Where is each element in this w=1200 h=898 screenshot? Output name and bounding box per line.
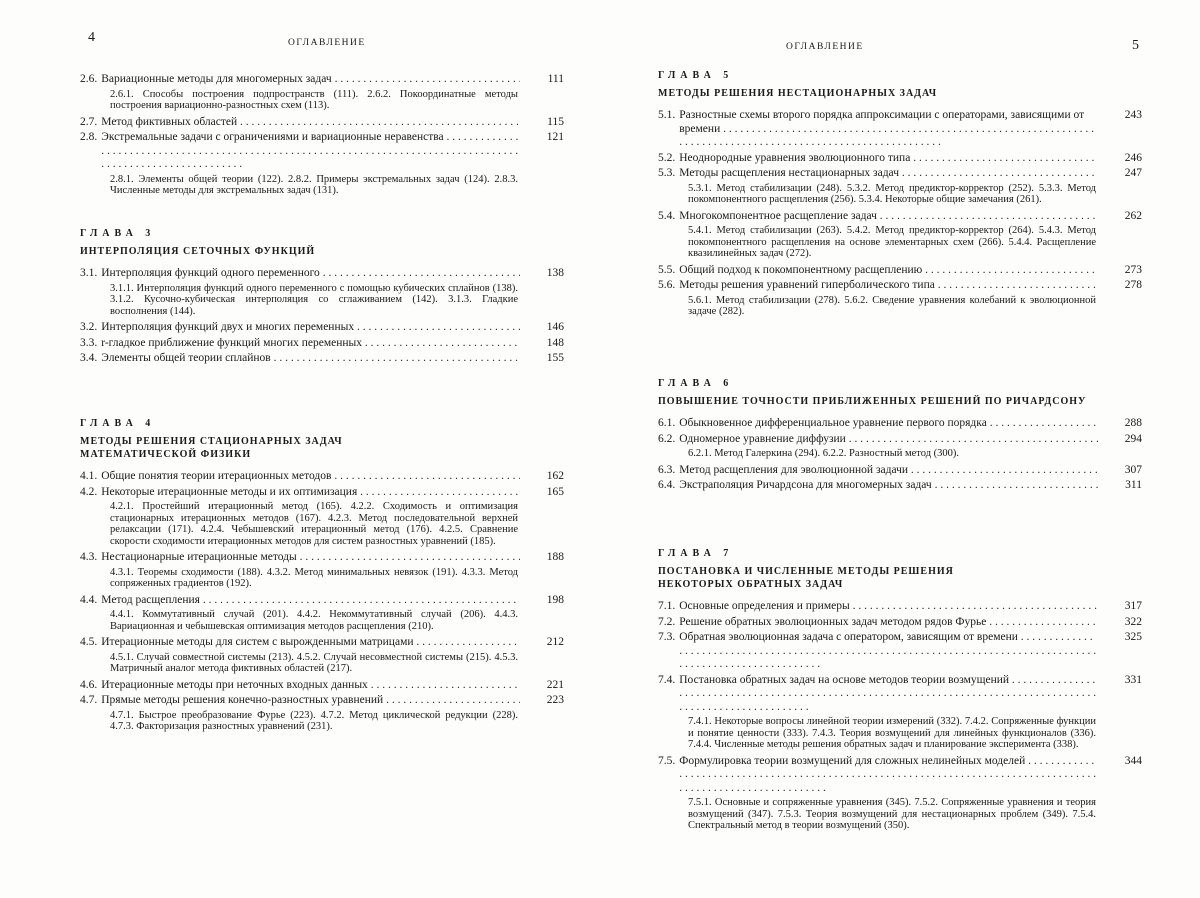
chapter-6 [658, 378, 1142, 495]
page-ref: 223 [546, 694, 564, 706]
toc-entry [80, 694, 564, 708]
section-number: 7.2. [658, 615, 676, 628]
section-title: Итерационные методы при неточных входных данных . . . [101, 679, 520, 693]
section-number: 3.2. [80, 321, 98, 333]
section-title: Экстраполяция Ричардсона для многомерных задач . . . [679, 479, 1098, 493]
toc-entry [80, 486, 564, 500]
chapter-entries [80, 73, 564, 197]
subsection-list: 7.5.1. Основные и сопряженные уравнения (345). 7.5.2. Сопряженные уравнения и теория возмущений (347). 7.5.3. Теория возмущений для нестационарных проблем (349). 7.5.4. Спектральный метод в теории возмущений (350). [688, 797, 1096, 831]
page-ref: 278 [1124, 279, 1142, 291]
section-title: Общий подход к покомпонентному расщеплению . . . [679, 264, 1098, 278]
section-title: Основные определения и примеры . . . [679, 600, 1098, 614]
chapter-7 [658, 548, 1142, 836]
section-number: 3.4. [80, 352, 98, 364]
page-ref: 311 [1125, 479, 1142, 491]
page-ref: 115 [547, 115, 564, 128]
section-title: Вариационные методы для многомерных задач . . . [101, 73, 520, 87]
chapter-entries [80, 267, 564, 366]
chapter-title: МЕТОДЫ РЕШЕНИЯ СТАЦИОНАРНЫХ ЗАДАЧ МАТЕМАТИЧЕСКОЙ ФИЗИКИ [80, 436, 343, 460]
section-number: 7.5. [658, 754, 676, 767]
section-title: Одномерное уравнение диффузии . . . [679, 433, 1098, 447]
page-ref: 317 [1124, 600, 1142, 612]
toc-entry [658, 167, 1142, 181]
page-ref: 148 [546, 336, 564, 349]
section-number: 7.1. [658, 600, 676, 612]
section-title: Неоднородные уравнения эволюционного типа . . . [679, 152, 1098, 166]
toc-entry [658, 279, 1142, 293]
section-number: 7.4. [658, 673, 676, 686]
section-title: Формулировка теории возмущений для сложных нелинейных моделей . . . [679, 755, 1098, 796]
page-ref: 165 [546, 485, 564, 498]
toc-entry [658, 616, 1142, 630]
page-ref: 273 [1124, 263, 1142, 276]
section-title: Общие понятия теории итерационных методов . . . [101, 470, 520, 484]
chapter-label: ГЛАВА 7 [658, 548, 734, 559]
toc-entry [658, 152, 1142, 166]
section-title: Методы расщепления нестационарных задач . . . [679, 167, 1098, 181]
section-title: Итерационные методы для систем с вырожденными матрицами . . . [101, 636, 520, 650]
subsection-list: 5.4.1. Метод стабилизации (263). 5.4.2. Метод предиктор-корректор (264). 5.4.3. Метод покомпонентного расщепления на основе элементарных схем (266). 5.4.4. Расщепление квазилинейных задач (272). [688, 225, 1096, 259]
toc-entry [658, 631, 1142, 672]
section-title: Обратная эволюционная задача с оператором, зависящим от времени . . . [679, 631, 1098, 672]
page-ref: 288 [1124, 417, 1142, 429]
toc-entry [80, 352, 564, 366]
subsection-list: 2.6.1. Способы построения подпространств (111). 2.6.2. Покоординатные методы построения вариационно-разностных схем (113). [110, 88, 518, 111]
section-title: Разностные схемы второго порядка аппроксимации с операторами, зависящими от времени . . . [679, 109, 1098, 150]
section-title: Метод расщепления . . . [101, 594, 520, 608]
section-number: 2.8. [80, 131, 98, 143]
section-number: 4.1. [80, 470, 98, 482]
toc-entry [80, 116, 564, 130]
toc-entry [658, 264, 1142, 278]
page-ref: 111 [547, 73, 564, 85]
page-ref: 246 [1124, 151, 1142, 164]
toc-entry [658, 464, 1142, 478]
chapter-3 [80, 228, 564, 368]
toc-entry [658, 210, 1142, 224]
section-title: Метод расщепления для эволюционной задачи . . . [679, 464, 1098, 478]
section-number: 5.4. [658, 209, 676, 222]
running-head: ОГЛАВЛЕНИЕ [288, 38, 366, 48]
subsection-list: 4.4.1. Коммутативный случай (201). 4.4.2. Некоммутативный случай (206). 4.4.3. Вариационная и чебышевская оптимизация методов расщепления (210). [110, 609, 518, 632]
subsection-list: 3.1.1. Интерполяция функций одного переменного с помощью кубических сплайнов (138). 3.1.2. Кусочно-кубическая интерполяция со сглаживанием (142). 3.1.3. Гладкие восполнения (144). [110, 282, 518, 317]
chapter-entries [658, 417, 1142, 493]
section-number: 6.2. [658, 432, 676, 445]
page-ref: 307 [1124, 463, 1142, 476]
subsection-list: 6.2.1. Метод Галеркина (294). 6.2.2. Разностный метод (300). [688, 448, 960, 459]
page-ref: 146 [546, 321, 564, 333]
chapter-2-continued [80, 64, 564, 201]
page-ref: 121 [546, 131, 564, 143]
toc-entry [80, 267, 564, 281]
subsection-list: 5.3.1. Метод стабилизации (248). 5.3.2. Метод предиктор-корректор (252). 5.3.3. Метод покомпонентного расщепления (256). 5.3.4. Некоторые общие замечания (261). [688, 182, 1096, 205]
chapter-label: ГЛАВА 6 [658, 378, 734, 389]
chapter-4 [80, 418, 564, 737]
chapter-label: ГЛАВА 4 [80, 418, 156, 429]
subsection-list: 4.3.1. Теоремы сходимости (188). 4.3.2. Метод минимальных невязок (191). 4.3.3. Метод сопряженных градиентов (192). [110, 566, 518, 589]
section-number: 3.1. [80, 267, 98, 279]
section-title: Многокомпонентное расщепление задач . . . [679, 210, 1098, 224]
toc-entry [658, 600, 1142, 614]
page-ref: 247 [1124, 167, 1142, 179]
subsection-list: 4.5.1. Случай совместной системы (213). 4.5.2. Случай несовместной системы (215). 4.5.3. Матричный аналог метода фиктивных областей (217). [110, 651, 518, 674]
section-number: 5.6. [658, 279, 676, 291]
section-number: 5.3. [658, 167, 676, 179]
page-number: 5 [1132, 38, 1139, 53]
section-title: Методы решения уравнений гиперболического типа . . . [679, 279, 1098, 293]
section-title: Решение обратных эволюционных задач методом рядов Фурье . . . [679, 616, 1098, 630]
section-number: 4.5. [80, 636, 98, 648]
section-number: 6.1. [658, 417, 676, 429]
section-number: 6.3. [658, 463, 676, 476]
toc-entry [658, 755, 1142, 796]
chapter-title: ИНТЕРПОЛЯЦИЯ СЕТОЧНЫХ ФУНКЦИЙ [80, 246, 316, 257]
running-head: ОГЛАВЛЕНИЕ [786, 42, 864, 52]
section-title: Интерполяция функций одного переменного . . . [101, 267, 520, 281]
toc-entry [80, 636, 564, 650]
page-ref: 331 [1124, 673, 1142, 686]
section-title: Постановка обратных задач на основе методов теории возмущений . . . [679, 674, 1098, 715]
subsection-list: 5.6.1. Метод стабилизации (278). 5.6.2. Сведение уравнения колебаний к эволюционной задаче (282). [688, 294, 1096, 317]
section-number: 5.1. [658, 109, 676, 121]
chapter-label: ГЛАВА 5 [658, 70, 734, 81]
section-title: Некоторые итерационные методы и их оптимизация . . . [101, 486, 520, 500]
chapter-label: ГЛАВА 3 [80, 228, 156, 239]
toc-entry [658, 109, 1142, 150]
page-number: 4 [88, 30, 95, 45]
toc-entry [80, 551, 564, 565]
section-title: Нестационарные итерационные методы . . . [101, 551, 520, 565]
section-number: 4.3. [80, 551, 98, 563]
section-title: Интерполяция функций двух и многих переменных . . . [101, 321, 520, 335]
subsection-list: 7.4.1. Некоторые вопросы линейной теории измерений (332). 7.4.2. Сопряженные функции и понятие ценности (333). 7.4.3. Теория возмущений для линейных функционалов (336). 7.4.4. Численные методы решения обратных задач и планирование эксперимента (338). [688, 716, 1096, 750]
page-ref: 162 [546, 470, 564, 482]
page-ref: 262 [1124, 209, 1142, 222]
page-ref: 243 [1124, 109, 1142, 121]
chapter-title: ПОВЫШЕНИЕ ТОЧНОСТИ ПРИБЛИЖЕННЫХ РЕШЕНИЙ ПО РИЧАРДСОНУ [658, 396, 1087, 407]
page-ref: 188 [546, 551, 564, 563]
section-number: 4.6. [80, 678, 98, 691]
section-title: Экстремальные задачи с ограничениями и вариационные неравенства . . . [101, 131, 520, 172]
section-number: 2.6. [80, 73, 98, 85]
section-number: 2.7. [80, 115, 98, 128]
toc-entry [658, 433, 1142, 447]
chapter-5 [658, 70, 1142, 322]
toc-entry [80, 679, 564, 693]
section-number: 4.2. [80, 485, 98, 498]
toc-entry [80, 594, 564, 608]
chapter-entries [80, 470, 564, 733]
toc-entry [658, 417, 1142, 431]
page-ref: 138 [546, 267, 564, 279]
subsection-list: 4.2.1. Простейший итерационный метод (165). 4.2.2. Сходимость и оптимизация стационарных итерационных методов (167). 4.2.3. Метод последовательной верхней релаксации (171). 4.2.4. Чебышевский итерационный метод (176). 4.2.5. Сравнение скорости сходимости итерационных методов для систем разностных уравнений (185). [110, 501, 518, 547]
section-title: Метод фиктивных областей . . . [101, 116, 520, 130]
toc-entry [658, 479, 1142, 493]
page-ref: 221 [546, 678, 564, 691]
toc-entry [80, 321, 564, 335]
page-ref: 322 [1124, 615, 1142, 628]
chapter-entries [658, 600, 1142, 832]
page-ref: 294 [1124, 432, 1142, 445]
section-number: 3.3. [80, 336, 98, 349]
toc-entry [80, 337, 564, 351]
page-ref: 212 [546, 636, 564, 648]
toc-entry [80, 131, 564, 172]
toc-entry [80, 470, 564, 484]
page-ref: 344 [1124, 754, 1142, 767]
subsection-list: 4.7.1. Быстрое преобразование Фурье (223). 4.7.2. Метод циклической редукции (228). 4.7.3. Факторизация разностных уравнений (231). [110, 709, 518, 732]
section-title: Прямые методы решения конечно-разностных уравнений . . . [101, 694, 520, 708]
chapter-title: ПОСТАНОВКА И ЧИСЛЕННЫЕ МЕТОДЫ РЕШЕНИЯ НЕКОТОРЫХ ОБРАТНЫХ ЗАДАЧ [658, 566, 954, 590]
section-number: 4.4. [80, 593, 98, 606]
section-number: 5.2. [658, 151, 676, 164]
toc-entry [658, 674, 1142, 715]
subsection-list: 2.8.1. Элементы общей теории (122). 2.8.2. Примеры экстремальных задач (124). 2.8.3. Численные методы для экстремальных задач (131). [110, 173, 518, 196]
section-title: Элементы общей теории сплайнов . . . [101, 352, 520, 366]
chapter-entries [658, 109, 1142, 318]
section-number: 7.3. [658, 631, 676, 643]
page-ref: 198 [546, 593, 564, 606]
page-ref: 155 [546, 352, 564, 364]
section-number: 5.5. [658, 263, 676, 276]
chapter-title: МЕТОДЫ РЕШЕНИЯ НЕСТАЦИОНАРНЫХ ЗАДАЧ [658, 88, 938, 99]
page-ref: 325 [1124, 631, 1142, 643]
section-title: Обыкновенное дифференциальное уравнение первого порядка . . . [679, 417, 1098, 431]
toc-entry [80, 73, 564, 87]
section-number: 6.4. [658, 479, 676, 491]
section-number: 4.7. [80, 694, 98, 706]
section-title: r-гладкое приближение функций многих переменных . . . [101, 337, 520, 351]
